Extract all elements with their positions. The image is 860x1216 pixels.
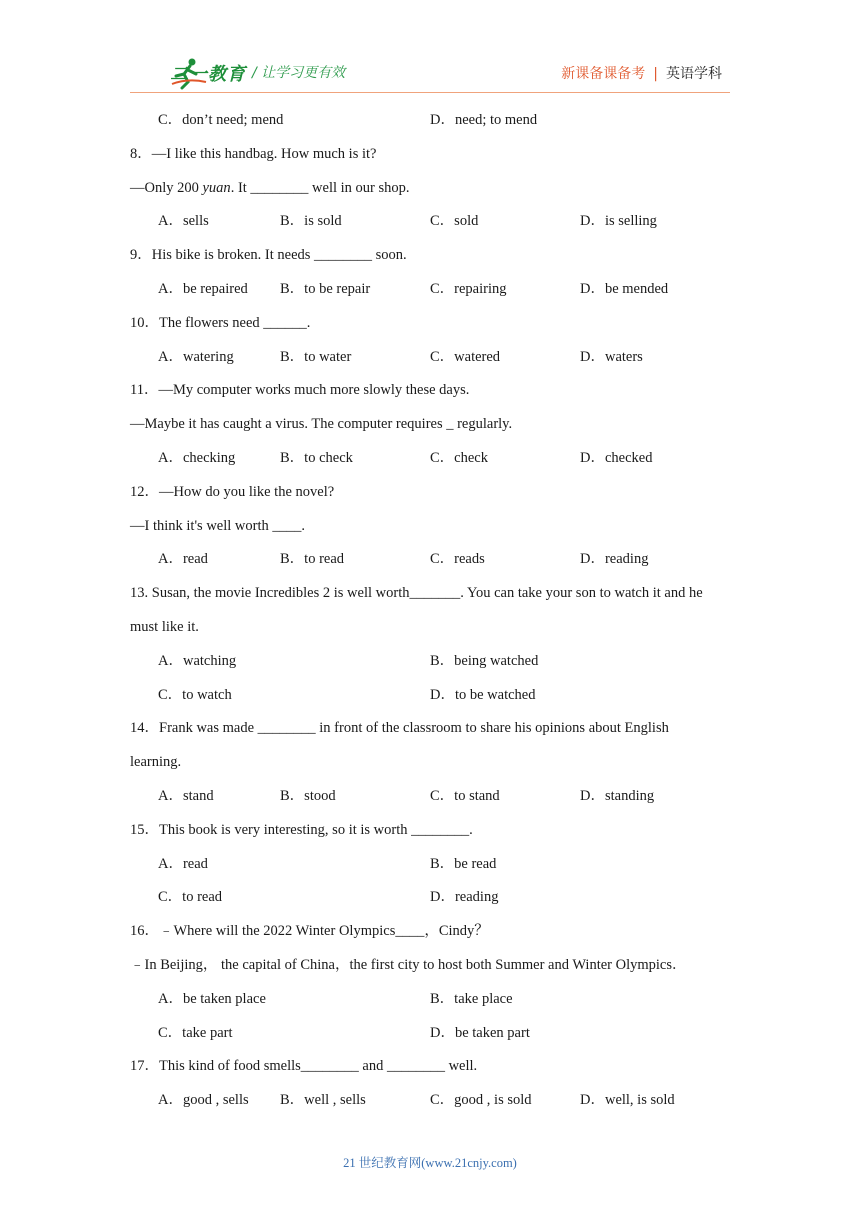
answer-option: C．don’t need; mend xyxy=(158,112,284,128)
options-row xyxy=(130,881,740,915)
answer-option: B．take place xyxy=(430,990,513,1007)
answer-option: D．reading xyxy=(580,551,649,568)
answer-option: B．to water xyxy=(280,348,352,365)
options-row xyxy=(130,341,740,375)
header-separator: | xyxy=(653,66,658,82)
options-row xyxy=(130,273,740,307)
answer-option: D．be mended xyxy=(580,280,669,297)
question-line: ―Maybe it has caught a virus. The computer requires _ regularly. xyxy=(130,416,513,433)
answer-option: B．to be repair xyxy=(280,280,371,297)
header-divider xyxy=(130,92,730,93)
answer-option: C．to read xyxy=(158,889,223,906)
question-line: 10．The flowers need ______. xyxy=(130,314,311,331)
header-right xyxy=(561,63,722,83)
question-line: 11．―My computer works much more slowly these days. xyxy=(130,382,470,399)
options-row xyxy=(130,442,740,476)
answer-option: A．read xyxy=(158,551,208,568)
options-row xyxy=(130,1084,740,1118)
question-line: 17．This kind of food smells________ and ________ well. xyxy=(130,1058,478,1075)
question-line: 9．His bike is broken. It needs ________ soon. xyxy=(130,247,407,264)
answer-option: D．reading xyxy=(430,889,499,906)
answer-option: C．to watch xyxy=(158,686,232,703)
answer-option: A．be repaired xyxy=(158,280,248,297)
answer-option: A．watching xyxy=(158,652,237,669)
answer-option: A．good , sells xyxy=(158,1092,249,1109)
question-line: 15．This book is very interesting, so it is worth ________. xyxy=(130,821,473,838)
question-line: must like it. xyxy=(130,618,199,635)
question-line: ﹣In Beijing， the capital of China，the first city to host both Summer and Winter Olympics． xyxy=(130,956,687,973)
answer-option: B．is sold xyxy=(280,213,342,230)
answer-option: C．reads xyxy=(430,551,485,568)
answer-option: C．sold xyxy=(430,213,479,230)
answer-option: B．to read xyxy=(280,551,345,568)
options-row xyxy=(130,848,740,882)
answer-option: C．take part xyxy=(158,1024,233,1041)
question-list xyxy=(130,104,740,1118)
answer-option: C．watered xyxy=(430,348,501,365)
answer-option: A．watering xyxy=(158,348,234,365)
answer-option: B．being watched xyxy=(430,652,539,669)
answer-option: D．is selling xyxy=(580,213,657,230)
answer-option: B．stood xyxy=(280,787,336,804)
answer-option: A．read xyxy=(158,855,208,872)
options-row xyxy=(130,645,740,679)
question-line: 8．—I like this handbag. How much is it? xyxy=(130,145,377,162)
answer-option: C．check xyxy=(430,449,488,466)
options-row xyxy=(130,104,740,138)
answer-option: D．to be watched xyxy=(430,686,536,703)
options-row xyxy=(130,983,740,1017)
page-footer[interactable]: 21 世纪教育网(www.21cnjy.com) xyxy=(343,1156,517,1170)
question-line: —I think it's well worth ____. xyxy=(130,517,305,534)
page-header xyxy=(0,0,860,100)
question-line: learning. xyxy=(130,754,182,771)
answer-option: C．good , is sold xyxy=(430,1092,532,1109)
answer-option: D．checked xyxy=(580,449,653,466)
answer-option: B．to check xyxy=(280,449,353,466)
options-row xyxy=(130,205,740,239)
answer-option: A．checking xyxy=(158,449,236,466)
answer-option: A．be taken place xyxy=(158,990,266,1007)
logo-text: 二一教育 xyxy=(170,64,246,85)
header-title: 新课备课备考 xyxy=(561,66,646,82)
answer-option: D．standing xyxy=(580,787,655,804)
question-line: 13. Susan, the movie Incredibles 2 is well worth_______. You can take your son to watch it and he xyxy=(130,585,703,602)
subject-label: 英语学科 xyxy=(666,66,722,82)
answer-option: C．repairing xyxy=(430,280,507,297)
question-line: 16．﹣Where will the 2022 Winter Olympics____，Cindy？ xyxy=(130,923,489,940)
answer-option: A．stand xyxy=(158,787,214,804)
question-line: 12．—How do you like the novel? xyxy=(130,483,335,500)
answer-option: A．sells xyxy=(158,213,209,230)
answer-option: D．well, is sold xyxy=(580,1092,675,1109)
answer-option: B．be read xyxy=(430,855,497,872)
options-row xyxy=(130,679,740,713)
question-line: —Only 200 yuan. It ________ well in our shop. xyxy=(130,179,410,196)
answer-option: B．well , sells xyxy=(280,1092,366,1109)
question-line: 14．Frank was made ________ in front of the classroom to share his opinions about English xyxy=(130,720,669,737)
answer-option: C．to stand xyxy=(430,787,500,804)
answer-option: D．be taken part xyxy=(430,1024,530,1041)
answer-option: D．waters xyxy=(580,348,643,365)
options-row xyxy=(130,543,740,577)
options-row xyxy=(130,780,740,814)
options-row xyxy=(130,1017,740,1051)
answer-option: D．need; to mend xyxy=(430,112,538,128)
slogan: / 让学习更有效 xyxy=(252,65,346,81)
